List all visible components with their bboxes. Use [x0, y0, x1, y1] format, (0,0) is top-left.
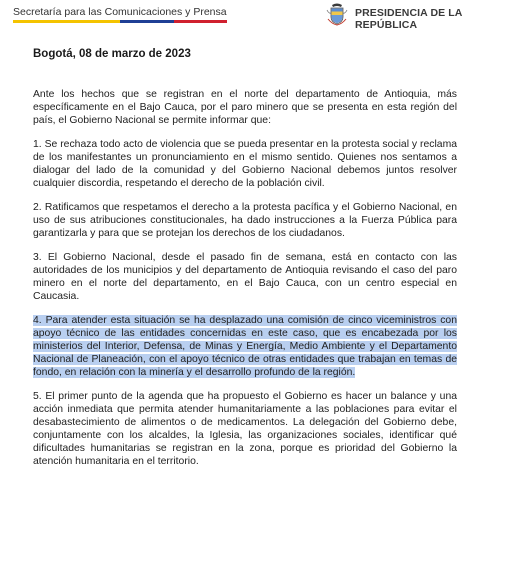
- flag-stripe-blue: [120, 20, 174, 23]
- point-2: 2. Ratificamos que respetamos el derecho a la protesta pacífica y el Gobierno Nacional, en uso de sus atribuciones constitucionales, ha dado instrucciones a la Fuerza Pública para garantizarla y para que se protejan los derechos de los ciudadanos.: [33, 202, 457, 239]
- flag-stripe-red: [174, 20, 227, 23]
- point-1: 1. Se rechaza todo acto de violencia que se pueda presentar en la protesta social y reclama de los manifestantes un pronunciamiento en el mismo sentido. Quienes nos sentamos a dialogar del lado de la comunidad y del Gobierno Nacional debemos juntos resolver cualquier discordia, respetando el derecho de la población civil.: [33, 139, 457, 189]
- flag-stripe-yellow: [13, 20, 120, 23]
- letterhead: [0, 0, 517, 30]
- press-release-body: [33, 48, 457, 479]
- selected-text[interactable]: 4. Para atender esta situación se ha desplazado una comisión de cinco viceministros con apoyo técnico de las entidades concernidas en este caso, que es encabezada por los ministerios del Interior, Defensa, de Minas y Energía, Medio Ambiente y el Departamento Nacional de Planeación, con el apoyo técnico de otras entidades que trabajan en temas de fondo, en relación con la minería y el desarrollo profundo de la región.: [33, 315, 457, 378]
- intro-paragraph: Ante los hechos que se registran en el norte del departamento de Antioquia, más específicamente en el Bajo Cauca, por el paro minero que se presenta en esta región del país, el Gobierno Nacional se permite informar que:: [33, 89, 457, 126]
- document-date: Bogotá, 08 de marzo de 2023: [33, 48, 191, 60]
- point-4[interactable]: [33, 314, 457, 379]
- institution-name: PRESIDENCIA DE LA REPÚBLICA: [355, 7, 463, 31]
- flag-underline: [13, 20, 227, 23]
- department-name: Secretaría para las Comunicaciones y Prensa: [13, 6, 227, 18]
- point-3: 3. El Gobierno Nacional, desde el pasado fin de semana, está en contacto con las autoridades de los municipios y del departamento de Antioquia revisando el caso del paro minero en el norte del departamento, en el Bajo Cauca, con un centro especial en Caucasia.: [33, 252, 457, 302]
- colombia-coat-of-arms-icon: [326, 2, 348, 26]
- point-5: 5. El primer punto de la agenda que ha propuesto el Gobierno es hacer un balance y una acción inmediata que permita atender humanitariamente a las poblaciones para evitar el desabastecimiento de alimentos o de medicamentos. La delegación del Gobierno debe, conjuntamente con los alcaldes, la Iglesia, las organizaciones sociales, identificar qué dificultades humanitarias se registran en la zona, porque es prioridad del Gobierno la atención humanitaria en el territorio.: [33, 391, 457, 467]
